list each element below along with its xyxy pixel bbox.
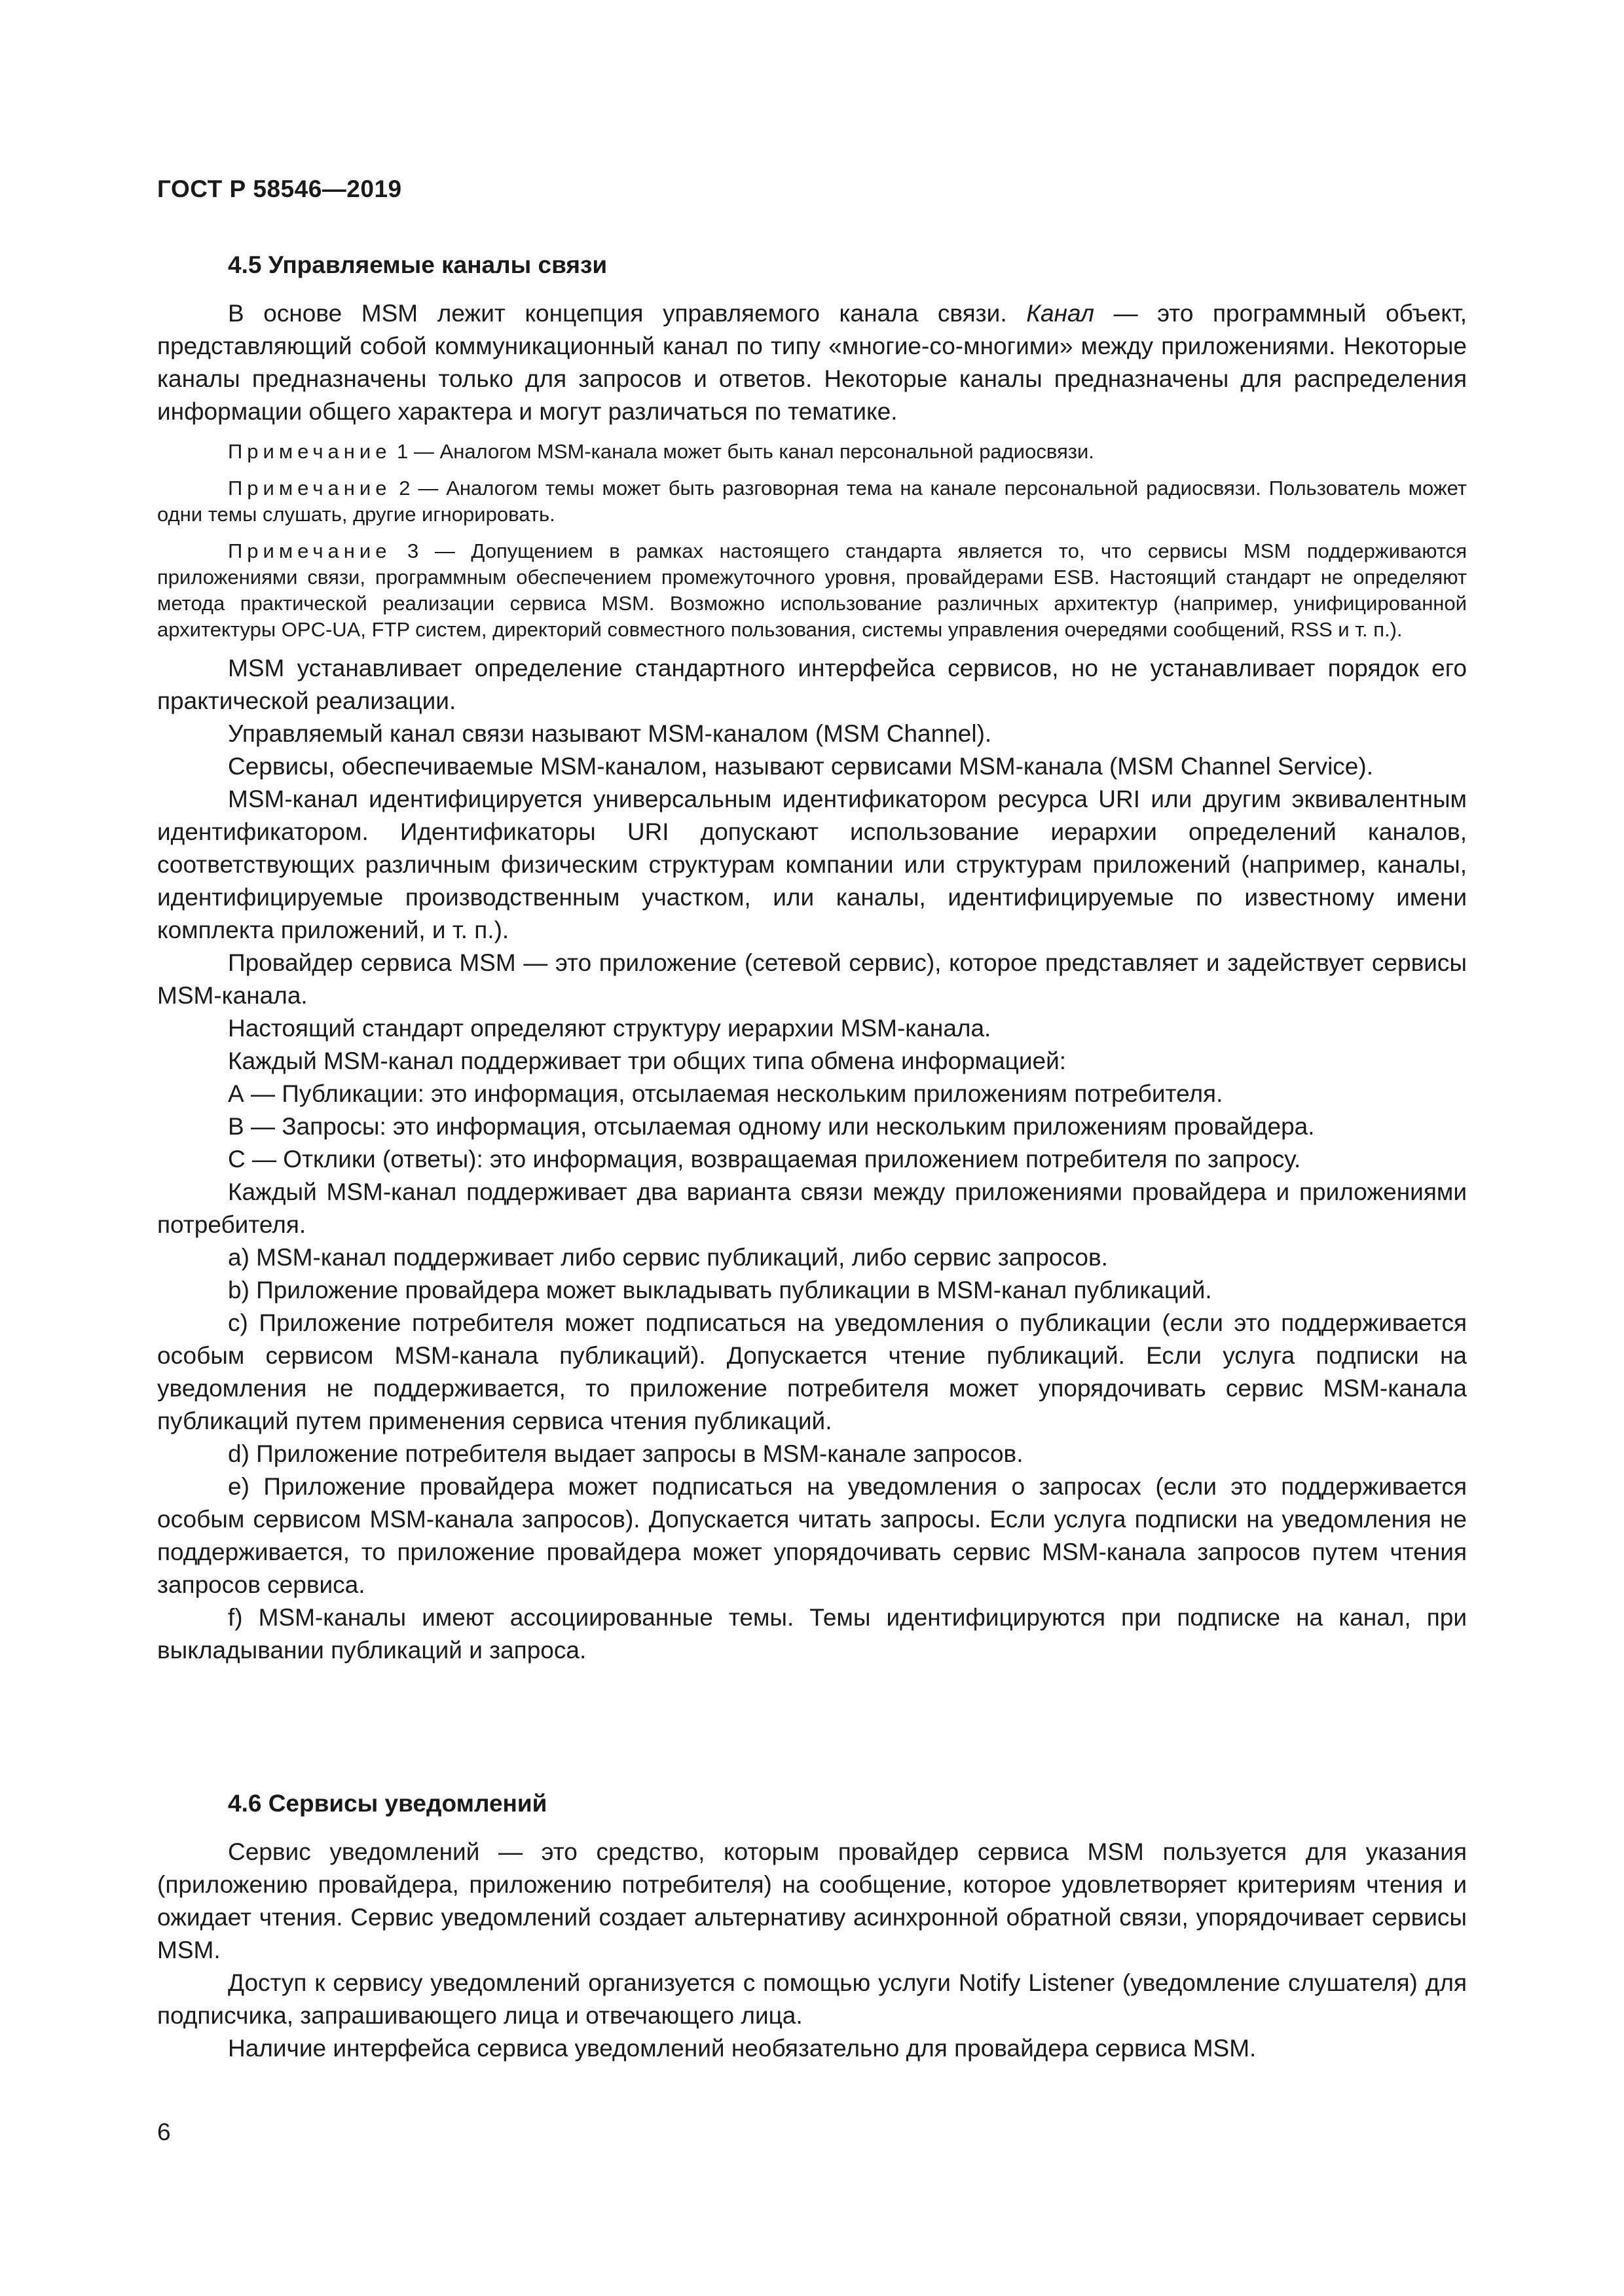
- term-channel: Канал: [1026, 300, 1094, 327]
- paragraph: Каждый MSM-канал поддерживает три общих типа обмена информацией:: [228, 1048, 1067, 1074]
- paragraph: Каждый MSM-канал поддерживает два варианта связи между приложениями провайдера и приложениями потребителя.: [157, 1178, 1467, 1238]
- paragraph: А — Публикации: это информация, отсылаемая нескольким приложениям потребителя.: [228, 1080, 1223, 1107]
- paragraph: С — Отклики (ответы): это информация, возвращаемая приложением потребителя по запросу.: [228, 1146, 1301, 1173]
- paragraph: MSM-канал идентифицируется универсальным идентификатором ресурса URI или другим эквивалентным идентификатором. Идентификаторы URI допускают использование иерархии определений каналов, соответствующих различным физическим структурам компании или структурам приложений (например, каналы, идентифицируемые производственным участком, или каналы, идентифицируемые по известному имени комплекта приложений, и т. п.).: [157, 786, 1467, 943]
- paragraph: Управляемый канал связи называют MSM-каналом (MSM Channel).: [228, 720, 992, 747]
- paragraph: MSM устанавливает определение стандартного интерфейса сервисов, но не устанавливает порядок его практической реализации.: [157, 655, 1467, 714]
- section-title: 4.6 Сервисы уведомлений: [228, 1790, 547, 1817]
- note-3: Примечание 3 — Допущением в рамках настоящего стандарта является то, что сервисы MSM поддерживаются приложениями связи, программным обеспечением промежуточного уровня, провайдерами ESB. Настоящий стандарт не определяют метода практической реализации сервиса MSM. Возможно использование различных архитектур (например, унифицированной архитектуры OPC-UA, FTP систем, директорий совместного пользования, системы управления очередями сообщений, RSS и т. п.).: [157, 539, 1467, 641]
- list-item: e) Приложение провайдера может подписаться на уведомления о запросах (если это поддерживается особым сервисом MSM-канала запросов). Допускается читать запросы. Если услуга подписки на уведомления не поддерживается, то приложение провайдера может упорядочивать сервис MSM-канала запросов путем чтения запросов сервиса.: [157, 1473, 1467, 1598]
- paragraph: Провайдер сервиса MSM — это приложение (сетевой сервис), которое представляет и задействует сервисы MSM-канала.: [157, 949, 1467, 1009]
- list-item: c) Приложение потребителя может подписаться на уведомления о публикации (если это поддерживается особым сервисом MSM-канала публикаций). Допускается чтение публикаций. Если услуга подписки на уведомления не поддерживается, то приложение потребителя может упорядочивать сервис MSM-канала публикаций путем применения сервиса чтения публикаций.: [157, 1309, 1467, 1434]
- list-item: f) MSM-каналы имеют ассоциированные темы. Темы идентифицируются при подписке на канал, при выкладывании публикаций и запроса.: [157, 1604, 1467, 1664]
- note-2: Примечание 2 — Аналогом темы может быть разговорная тема на канале персональной радиосвязи. Пользователь может одни темы слушать, другие игнорировать.: [157, 477, 1467, 526]
- note-1: Примечание 1 — Аналогом MSM-канала может быть канал персональной радиосвязи.: [228, 440, 1094, 463]
- paragraph: В — Запросы: это информация, отсылаемая одному или нескольким приложениям провайдера.: [228, 1113, 1315, 1140]
- paragraph: Сервисы, обеспечиваемые MSM-каналом, называют сервисами MSM-канала (MSM Channel Service).: [228, 753, 1373, 780]
- paragraph: Сервис уведомлений — это средство, которым провайдер сервиса MSM пользуется для указания (приложению провайдера, приложению потребителя) на сообщение, которое удовлетворяет критериям чтения и ожидает чтения. Сервис уведомлений создает альтернативу асинхронной обратной связи, упорядочивает сервисы MSM.: [157, 1838, 1467, 1963]
- paragraph: Доступ к сервису уведомлений организуется с помощью услуги Notify Listener (уведомление слушателя) для подписчика, запрашивающего лица и отвечающего лица.: [157, 1969, 1467, 2029]
- paragraph: Настоящий стандарт определяют структуру иерархии MSM-канала.: [228, 1015, 991, 1042]
- page-number: 6: [157, 2119, 171, 2145]
- body-paragraphs: [157, 652, 1467, 1667]
- list-item: b) Приложение провайдера может выкладывать публикации в MSM-канал публикаций.: [228, 1277, 1212, 1303]
- paragraph: Наличие интерфейса сервиса уведомлений необязательно для провайдера сервиса MSM.: [228, 2035, 1257, 2062]
- intro-paragraph: В основе MSM лежит концепция управляемого канала связи. Канал — это программный объект, представляющий собой коммуникационный канал по типу «многие-со-многими» между приложениями. Некоторые каналы предназначены только для запросов и ответов. Некоторые каналы предназначены для распределения информации общего характера и могут различаться по тематике.: [157, 300, 1467, 425]
- section-4-5: [157, 251, 1467, 1667]
- list-item: d) Приложение потребителя выдает запросы в MSM-канале запросов.: [228, 1440, 1024, 1467]
- document-header: ГОСТ Р 58546—2019: [157, 175, 402, 202]
- body-paragraphs: [157, 1836, 1467, 2065]
- section-4-6: [157, 1790, 1467, 2065]
- list-item: a) MSM-канал поддерживает либо сервис публикаций, либо сервис запросов.: [228, 1244, 1108, 1271]
- section-title: 4.5 Управляемые каналы связи: [228, 251, 608, 278]
